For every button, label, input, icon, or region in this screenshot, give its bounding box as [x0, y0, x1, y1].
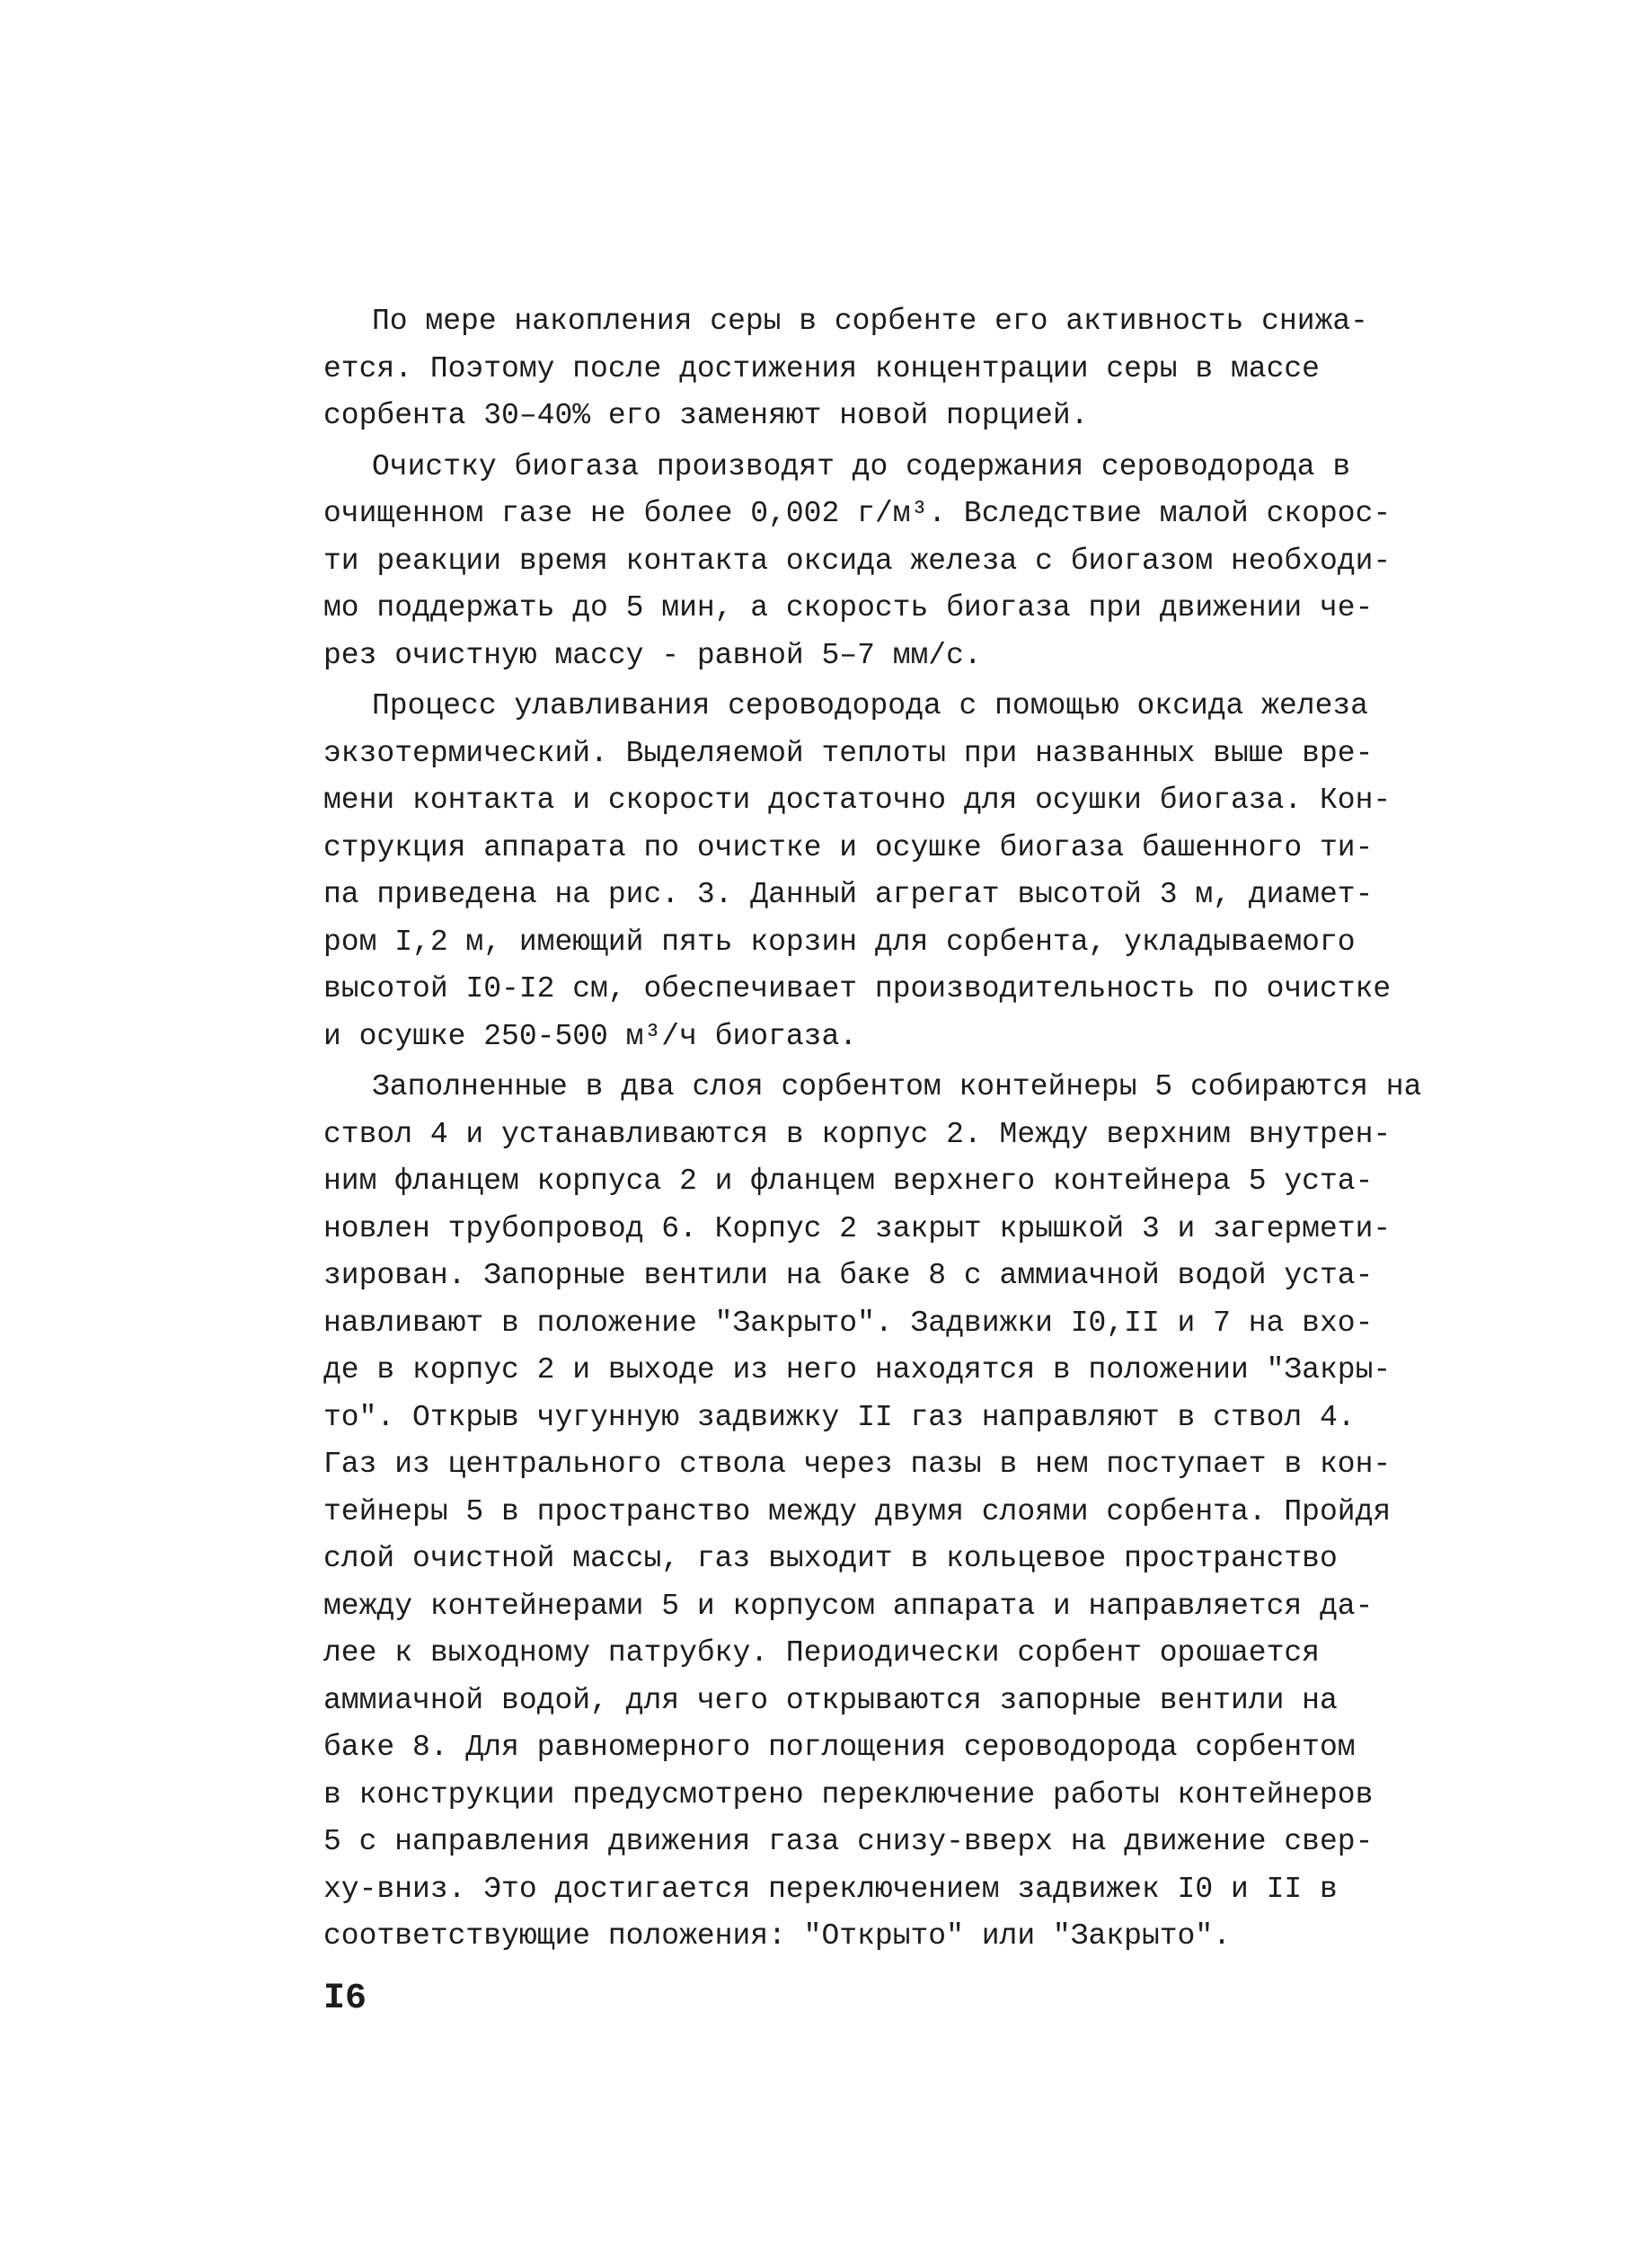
- text-line: Очистку биогаза производят до содержания сероводорода в: [372, 449, 1351, 483]
- text-line: соответствующие положения: "Открыто" или "Закрыто".: [323, 1919, 1231, 1953]
- text-line: в конструкции предусмотрено переключение работы контейнеров: [323, 1777, 1374, 1812]
- text-line: баке 8. Для равномерного поглощения сероводорода сорбентом: [323, 1731, 1356, 1764]
- text-line: 5 с направления движения газа снизу-вверх на движение свер-: [323, 1825, 1374, 1858]
- text-line: струкция аппарата по очистке и осушке биогаза башенного ти-: [323, 830, 1374, 864]
- text-line: между контейнерами 5 и корпусом аппарата и направляется да-: [323, 1589, 1374, 1623]
- body-text: [323, 298, 1482, 1964]
- paragraph: [323, 683, 1482, 1060]
- text-line: высотой I0-I2 см, обеспечивает производительность по очистке: [323, 972, 1392, 1006]
- text-line: ствол 4 и устанавливаются в корпус 2. Между верхним внутрен-: [323, 1117, 1392, 1151]
- text-line: экзотермический. Выделяемой теплоты при названных выше вре-: [323, 736, 1374, 770]
- text-line: Заполненные в два слоя сорбентом контейнеры 5 собираются на: [372, 1070, 1422, 1103]
- text-line: сорбента 30–40% его заменяют новой порцией.: [323, 399, 1089, 432]
- text-line: ним фланцем корпуса 2 и фланцем верхнего контейнера 5 уста-: [323, 1165, 1374, 1198]
- text-line: то". Открыв чугунную задвижку II газ направляют в ствол 4.: [323, 1400, 1356, 1434]
- text-line: очищенном газе не более 0,002 г/м³. Вследствие малой скорос-: [323, 497, 1392, 530]
- page-number: I6: [323, 1979, 367, 2019]
- text-line: мени контакта и скорости достаточно для осушки биогаза. Кон-: [323, 784, 1392, 817]
- text-line: де в корпус 2 и выходе из него находятся в положении "Закры-: [323, 1353, 1392, 1386]
- text-line: рез очистную массу - равной 5–7 мм/с.: [323, 638, 982, 672]
- text-line: По мере накопления серы в сорбенте его активность снижа-: [372, 305, 1368, 338]
- text-line: Процесс улавливания сероводорода с помощью оксида железа: [372, 689, 1368, 722]
- text-line: и осушке 250-500 м³/ч биогаза.: [323, 1019, 858, 1053]
- paragraph: [323, 444, 1482, 680]
- text-line: зирован. Запорные вентили на баке 8 с аммиачной водой уста-: [323, 1259, 1374, 1292]
- text-line: новлен трубопровод 6. Корпус 2 закрыт крышкой 3 и загермети-: [323, 1211, 1392, 1245]
- paragraph: [323, 298, 1482, 440]
- text-line: аммиачной водой, для чего открываются запорные вентили на: [323, 1683, 1338, 1717]
- text-line: ти реакции время контакта оксида железа с биогазом необходи-: [323, 544, 1392, 578]
- text-line: навливают в положение "Закрыто". Задвижки I0,II и 7 на вхо-: [323, 1306, 1374, 1340]
- text-line: мо поддержать до 5 мин, а скорость биогаза при движении че-: [323, 591, 1374, 625]
- text-line: лее к выходному патрубку. Периодически сорбент орошается: [323, 1636, 1320, 1670]
- text-line: слой очистной массы, газ выходит в кольцевое пространство: [323, 1542, 1338, 1575]
- text-line: тейнеры 5 в пространство между двумя слоями сорбента. Пройдя: [323, 1494, 1392, 1528]
- paragraph: [323, 1064, 1482, 1961]
- text-line: ром I,2 м, имеющий пять корзин для сорбента, укладываемого: [323, 925, 1356, 959]
- text-line: ху-вниз. Это достигается переключением задвижек I0 и II в: [323, 1872, 1338, 1906]
- text-line: ется. Поэтому после достижения концентрации серы в массе: [323, 351, 1320, 385]
- text-line: Газ из центрального ствола через пазы в нем поступает в кон-: [323, 1448, 1392, 1481]
- text-line: па приведена на рис. 3. Данный агрегат высотой 3 м, диамет-: [323, 878, 1374, 911]
